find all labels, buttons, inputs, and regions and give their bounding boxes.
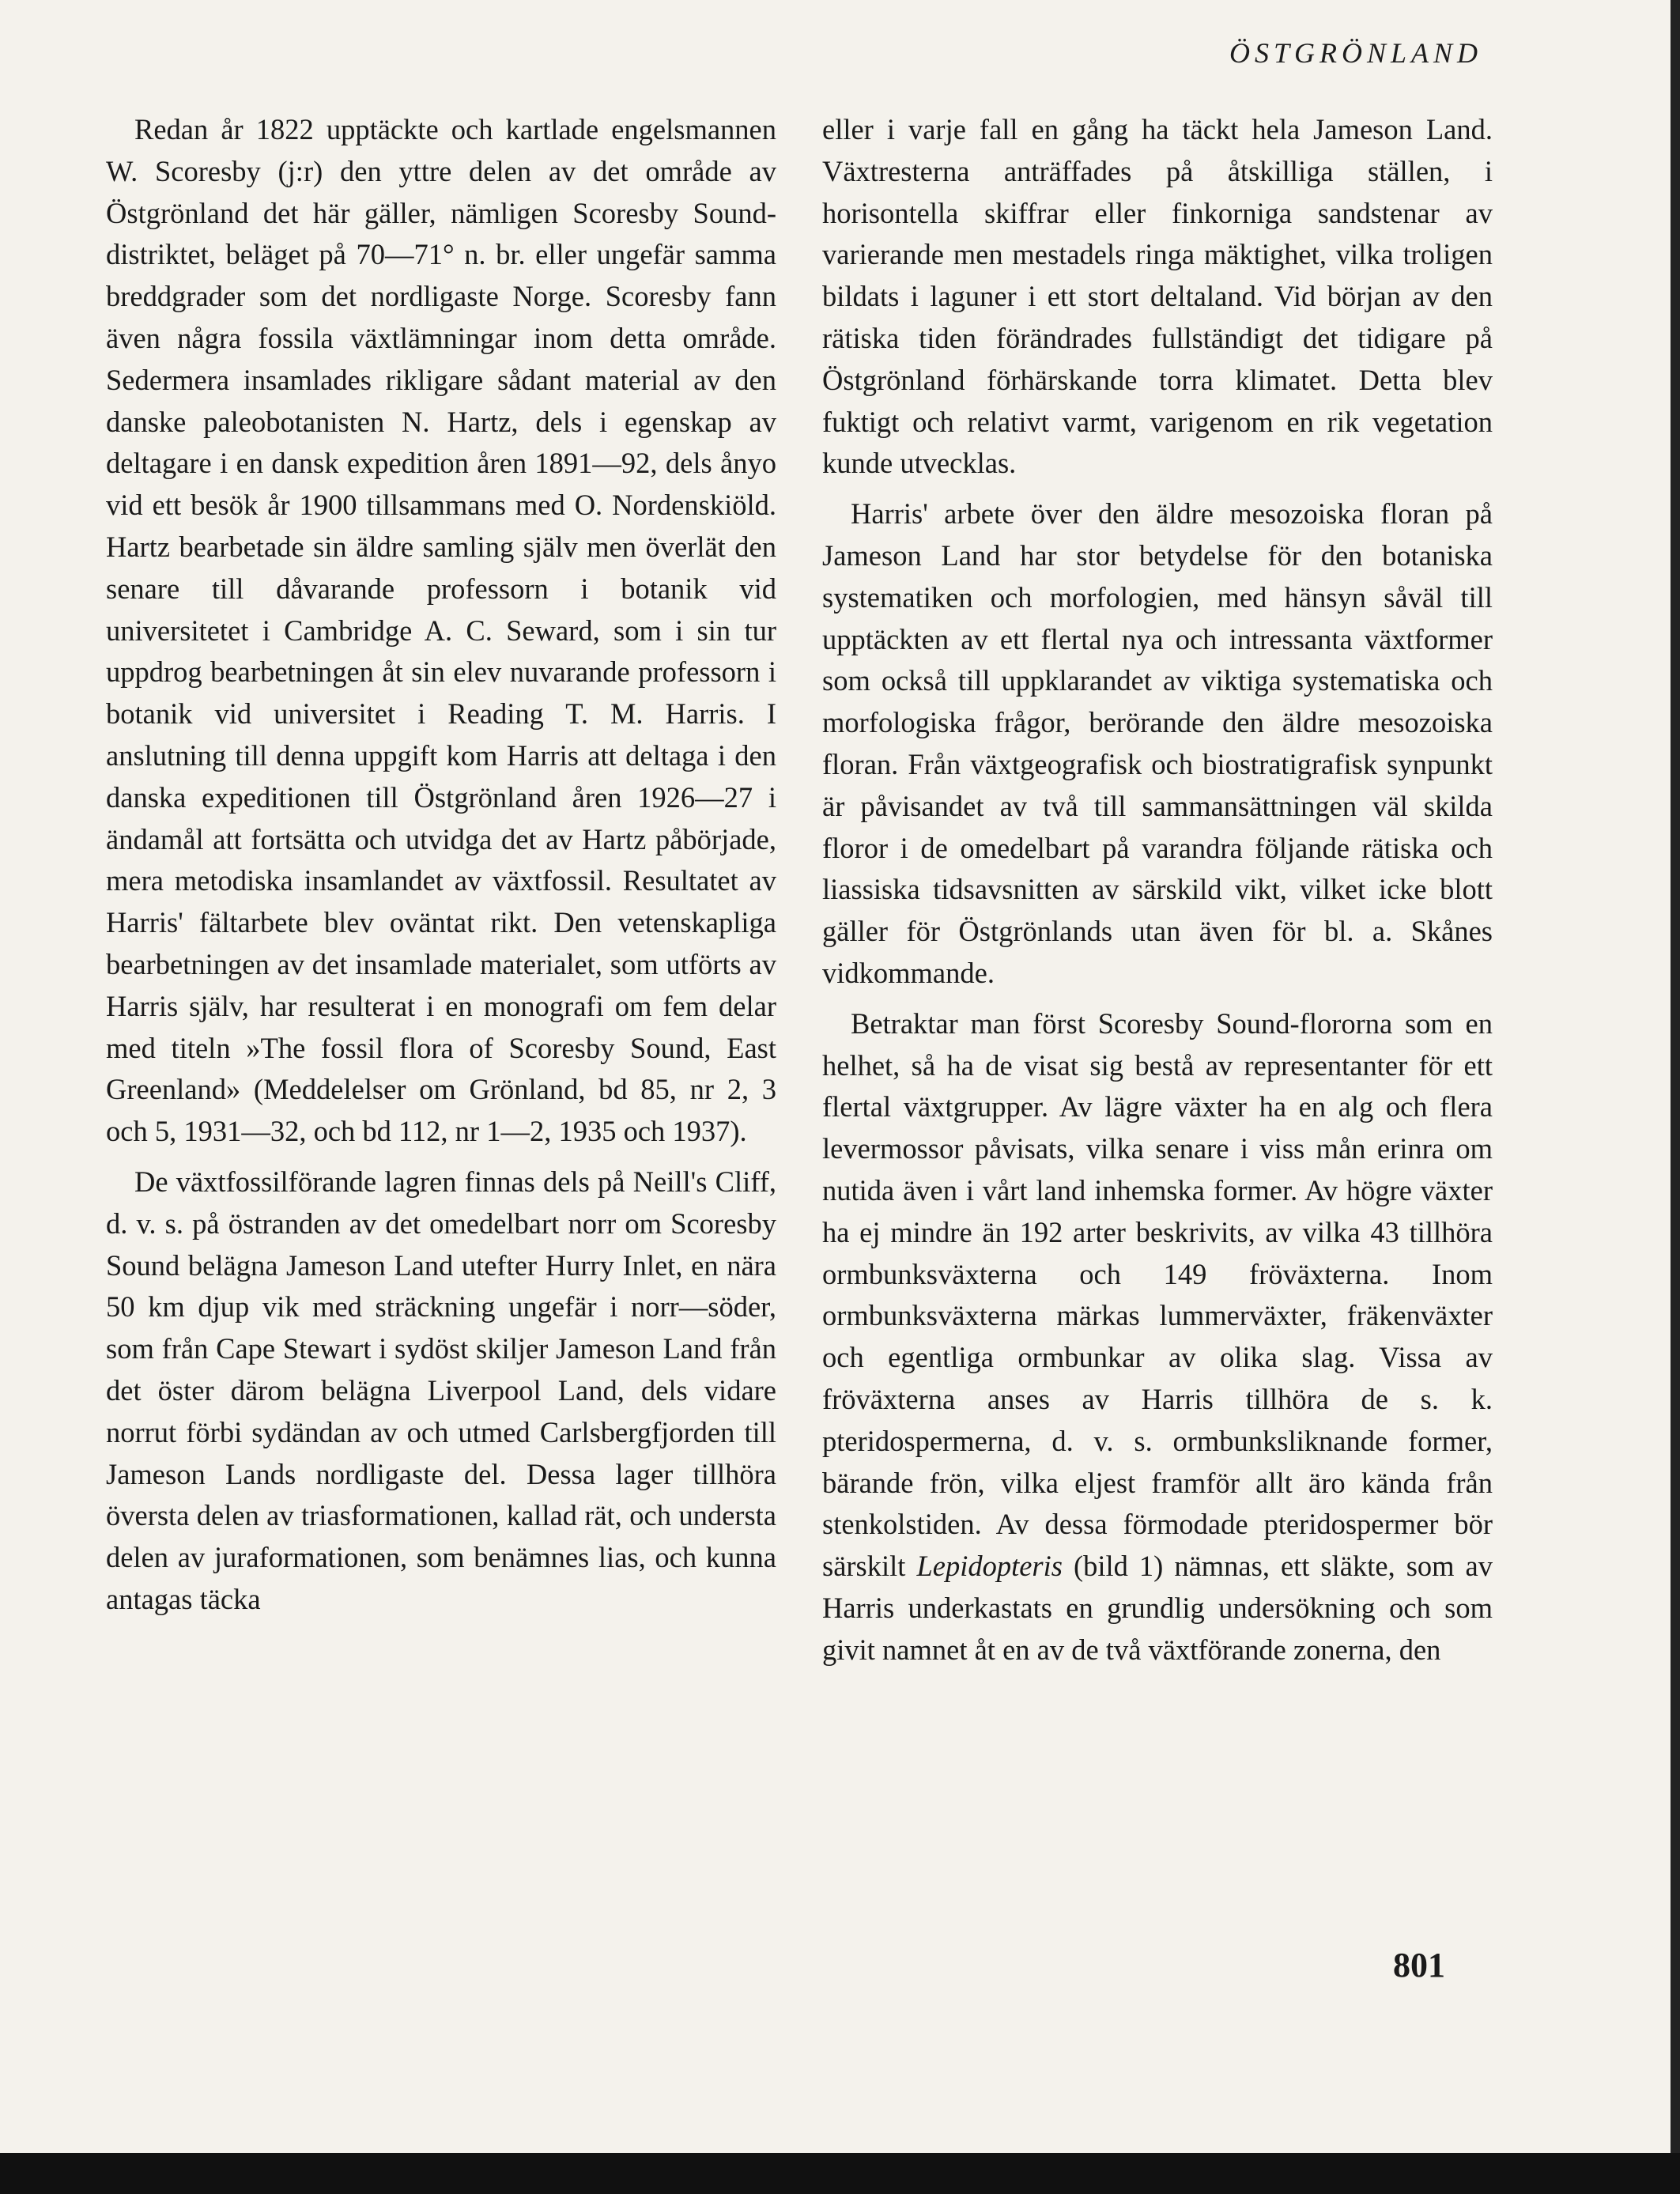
genus-name: Lepidopteris <box>916 1550 1063 1583</box>
right-column <box>822 109 1493 1679</box>
scan-edge <box>1671 0 1680 2153</box>
paragraph <box>822 1003 1493 1671</box>
paragraph: De växtfossilförande lagren finnas dels på Neill's Cliff, d. v. s. på östranden av det omedelbart norr om Scoresby Sound belägna Jameson Land utefter Hurry Inlet, en nära 50 km djup vik med sträckning ungefär i norr—söder, som från Cape Stewart i sydöst skiljer Jameson Land från det öster därom belägna Liverpool Land, dels vidare norrut förbi sydändan av och utmed Carlsbergfjorden till Jameson Lands nordligaste del. Dessa lager tillhöra översta delen av triasformationen, kallad rät, och understa delen av juraformationen, som benämnes lias, och kunna antagas täcka <box>106 1165 776 1615</box>
scan-border <box>0 2153 1680 2194</box>
page-number: 801 <box>1393 1946 1445 1984</box>
paragraph: Harris' arbete över den äldre mesozoiska floran på Jameson Land har stor betydelse för den botaniska systematiken och morfologien, med hänsyn såväl till upptäckten av ett flertal nya och intressanta växtformer som också till uppklarandet av viktiga systematiska och morfologiska frågor, berörande den äldre mesozoiska floran. Från växtgeografisk och biostratigrafisk synpunkt är påvisandet av två till sammansättningen väl skilda floror i de omedelbart på varandra följande rätiska och liassiska tidsavsnitten av särskild vikt, vilket icke blott gäller för Östgrönlands utan även för bl. a. Skånes vidkommande. <box>822 497 1493 989</box>
left-column <box>106 109 776 1629</box>
paragraph: Redan år 1822 upptäckte och kartlade engelsmannen W. Scoresby (j:r) den yttre delen av det område av Östgrönland det här gäller, nämligen Scoresby Sound-distriktet, beläget på 70—71° n. br. eller ungefär samma breddgrader som det nordligaste Norge. Scoresby fann även några fossila växtlämningar inom detta område. Sedermera insamlades rikligare sådant material av den danske paleobotanisten N. Hartz, dels i egenskap av deltagare i en dansk expedition åren 1891—92, dels ånyo vid ett besök år 1900 tillsammans med O. Nordenskiöld. Hartz bearbetade sin äldre samling själv men överlät den senare till dåvarande professorn i botanik vid universitetet i Cambridge A. C. Seward, som i sin tur uppdrog bearbetningen åt sin elev nuvarande professorn i botanik vid universitet i Reading T. M. Harris. I anslutning till denna uppgift kom Harris att deltaga i den danska expeditionen till Östgrönland åren 1926—27 i ändamål att fortsätta och utvidga det av Hartz påbörjade, mera metodiska insamlandet av växtfossil. Resultatet av Harris' fältarbete blev oväntat rikt. Den vetenskapliga bearbetningen av det insamlade materialet, som utförts av Harris själv, har resulterat i en monografi om fem delar med titeln »The fossil flora of Scoresby Sound, East Greenland» (Meddelelser om Grönland, bd 85, nr 2, 3 och 5, 1931—32, och bd 112, nr 1—2, 1935 och 1937). <box>106 113 776 1148</box>
paragraph: eller i varje fall en gång ha täckt hela Jameson Land. Växtresterna anträffades på åtskilliga ställen, i horisontella skiffrar eller finkorniga sandstenar av varierande men mestadels ringa mäktighet, vilka troligen bildats i laguner i ett stort deltaland. Vid början av den rätiska tiden förändrades fullständigt det tidigare på Östgrönland förhärskande torra klimatet. Detta blev fuktigt och relativt varmt, varigenom en rik vegetation kunde utvecklas. <box>822 113 1493 480</box>
paragraph-text: Betraktar man först Scoresby Sound-flororna som en helhet, så ha de visat sig bestå av representanter för ett flertal växtgrupper. Av lägre växter ha en alg och flera levermossor påvisats, vilka senare i viss mån erinra om nutida även i vårt land inhemska former. Av högre växter ha ej mindre än 192 arter beskrivits, av vilka 43 tillhöra ormbunksväxterna och 149 fröväxterna. Inom ormbunksväxterna märkas lummerväxter, fräkenväxter och egentliga ormbunkar av olika slag. Vissa av fröväxterna anses av Harris tillhöra de s. k. pteridospermerna, d. v. s. ormbunksliknande former, bärande frön, vilka eljest framför allt äro kända från stenkolstiden. Av dessa förmodade pteridospermer bör särskilt <box>822 1006 1493 1583</box>
running-title: ÖSTGRÖNLAND <box>1229 37 1482 69</box>
paragraph-text: (bild 1) nämnas, ett släkte, som av Harris underkastats en grundlig undersökning och som givit namnet åt en av de två växtförande zonerna, den <box>822 1550 1493 1666</box>
